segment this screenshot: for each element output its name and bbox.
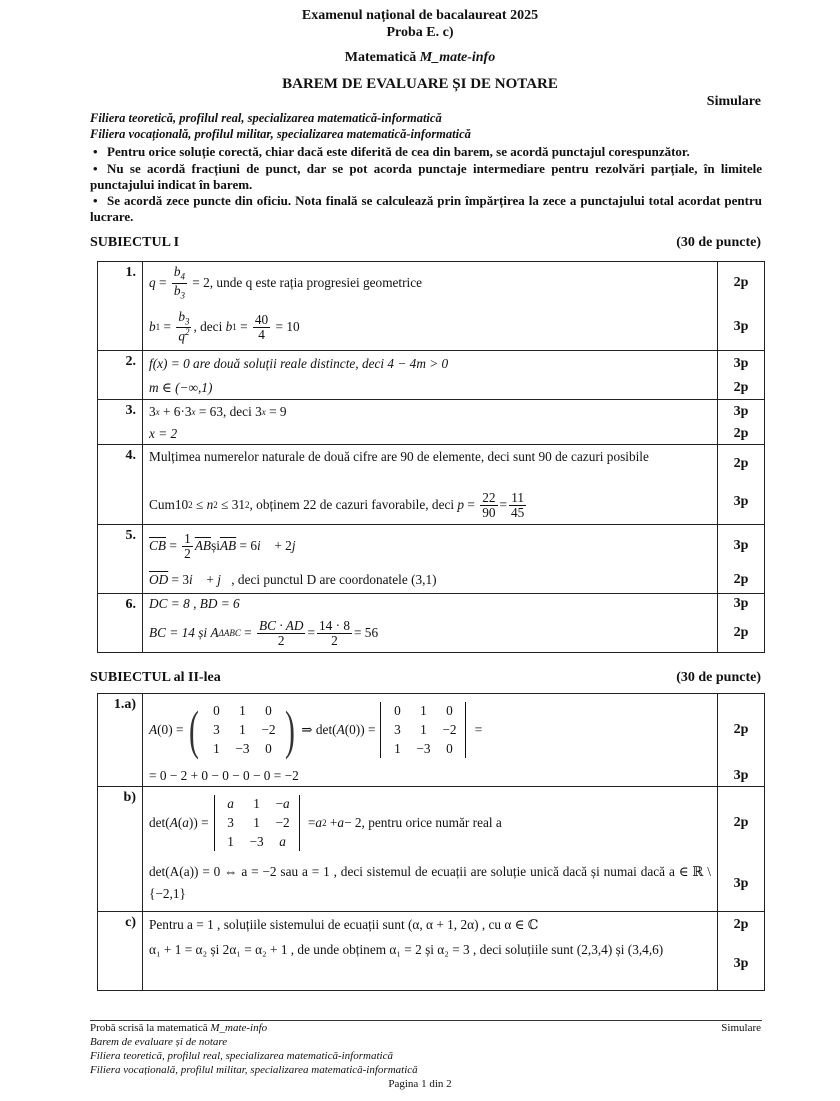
- subject1-points: (30 de puncte): [676, 235, 761, 250]
- table-row: [98, 787, 765, 912]
- footer-divider: [90, 1020, 762, 1021]
- bullet-icon: •: [93, 144, 98, 159]
- footer-line-4: Filiera vocațională, profilul militar, specializarea matematică-informatică: [90, 1064, 418, 1076]
- item-content: A (0) = ( 0 1 0 3 1 −2 1 −3 0 ) ⇒ det( A (0)) = 0 1 0 3 1 −2 1 −3 0 = = 0 − 2 + 0 − 0 − 0 − 0 = −2: [143, 694, 718, 787]
- subject-prefix: Matematică: [344, 50, 420, 65]
- determinant-Aa: a 1 −a 3 1 −2 1 −3 a: [211, 795, 303, 852]
- item-number: 3.: [98, 400, 143, 445]
- table-row: [98, 594, 765, 653]
- filiera-1: Filiera teoretică, profilul real, specializarea matematică-informatică: [90, 111, 442, 125]
- item-number: 2.: [98, 351, 143, 400]
- item-content: f(x) = 0 are două soluții reale distincte, deci 4 − 4m > 0 m ∈ (−∞,1): [143, 351, 718, 400]
- exam-subject: [0, 50, 840, 66]
- item-points: 2p 3p: [718, 787, 765, 912]
- item-content: Mulțimea numerelor naturale de două cifre are 90 de elemente, deci sunt 90 de cazuri posibile Cum 10 2 ≤ n 2 ≤ 31 2 , obținem 22 de cazuri favorabile, deci p = $\frac{22}{90}$ = $\frac{11}{45}$: [143, 445, 718, 525]
- table-row: [98, 525, 765, 594]
- page-number: Pagina 1 din 2: [388, 1078, 452, 1090]
- footer-variant: Simulare: [721, 1022, 761, 1034]
- exam-title: Examenul național de bacalaureat 2025: [301, 8, 539, 23]
- item-number: c): [98, 912, 143, 991]
- barem-title: BAREM DE EVALUARE ȘI DE NOTARE: [282, 76, 558, 92]
- subject-code: M_mate-info: [419, 50, 496, 65]
- item-content: 3 x + 6·3 x = 63 , deci 3 x = 9 x = 2: [143, 400, 718, 445]
- footer-line-1: Probă scrisă la matematică M_mate-info: [90, 1022, 268, 1034]
- footer-line-2: Barem de evaluare și de notare: [90, 1036, 228, 1048]
- item-content: Pentru a = 1 , soluțiile sistemului de ecuații sunt (α, α + 1, 2α) , cu α ∈ ℂ α₁ + 1 = α₂ și 2α₁ = α₂ + 1 , de unde obținem α₁ = 2 și α₂ = 3 , deci soluțiile sunt (2,3,4) și (3,4,6): [143, 912, 718, 991]
- item-points: 2p 3p: [718, 912, 765, 991]
- item-points: 2p 3p: [718, 694, 765, 787]
- item-points: 3p 2p: [718, 594, 765, 653]
- item-number: 5.: [98, 525, 143, 594]
- table-row: [98, 912, 765, 991]
- matrix-A0: ( 0 1 0 3 1 −2 1 −3 0 ): [189, 700, 296, 760]
- table-row: [98, 351, 765, 400]
- item-points: 3p 2p: [718, 400, 765, 445]
- subject2-table: [97, 693, 765, 991]
- item-content: det( A ( a )) = a 1 −a 3 1 −2 1 −3 a = a 2 + a − 2 , pentru orice număr real a det(A(a)) = 0 ⇔ a = −2 sau a = 1 , deci sistemul de ecuații are soluție unică dacă și numai dacă a ∈ ℝ \ {−2,1}: [143, 787, 718, 912]
- bullet-icon: •: [93, 161, 98, 176]
- rule-3: • Se acordă zece puncte din oficiu. Nota finală se calculează prin împărțirea la zece a punctajului total acordat pentru lucrare.: [90, 193, 762, 224]
- determinant-A0: 0 1 0 3 1 −2 1 −3 0: [377, 702, 469, 759]
- table-row: [98, 694, 765, 787]
- variant-label: Simulare: [706, 94, 761, 109]
- footer-line-3: Filiera teoretică, profilul real, specializarea matematică-informatică: [90, 1050, 393, 1062]
- table-row: [98, 262, 765, 351]
- item-points: 3p 2p: [718, 525, 765, 594]
- table-row: [98, 400, 765, 445]
- item-number: 1.a): [98, 694, 143, 787]
- filiera-2: Filiera vocațională, profilul militar, specializarea matematică-informatică: [90, 127, 471, 141]
- item-number: 6.: [98, 594, 143, 653]
- table-row: [98, 445, 765, 525]
- item-content: DC = 8 , BD = 6 BC = 14 și A ΔABC = $\frac{BC \cdot AD}{2}$ = $\frac{14 \cdot 8}{2}$ = 56: [143, 594, 718, 653]
- item-content: q = $\frac{b_4}{b_3}$ = 2 , unde q este rația progresiei geometrice b 1 = $\frac{b_3}{q^2}$ , deci b 1 = $\frac{40}{4}$ = 10: [143, 262, 718, 351]
- subject1-title: SUBIECTUL I: [90, 235, 180, 250]
- item-number: 1.: [98, 262, 143, 351]
- subject2-title: SUBIECTUL al II-lea: [90, 670, 221, 685]
- item-points: 3p 2p: [718, 351, 765, 400]
- item-points: 2p 3p: [718, 262, 765, 351]
- item-points: 2p 3p: [718, 445, 765, 525]
- item-content: $\overline{CB}$ = $\frac{1}{2}$ $\overline{AB}$ și $\overline{AB}$ = 6 i⃗ + 2 j⃗ $\overline{OD}$ = 3 i⃗ + j⃗ , deci punctul D are coordonatele (3,1): [143, 525, 718, 594]
- item-number: 4.: [98, 445, 143, 525]
- rule-1: • Pentru orice soluție corectă, chiar dacă este diferită de cea din barem, se acordă punctajul corespunzător.: [90, 144, 762, 160]
- item-number: b): [98, 787, 143, 912]
- rule-2: • Nu se acordă fracțiuni de punct, dar se pot acorda punctaje intermediare pentru rezolvări parțiale, în limitele punctajului indicat în barem.: [90, 161, 762, 192]
- bullet-icon: •: [93, 193, 98, 208]
- subject2-points: (30 de puncte): [676, 670, 761, 685]
- exam-proba: Proba E. c): [386, 25, 454, 40]
- subject1-table: [97, 261, 765, 653]
